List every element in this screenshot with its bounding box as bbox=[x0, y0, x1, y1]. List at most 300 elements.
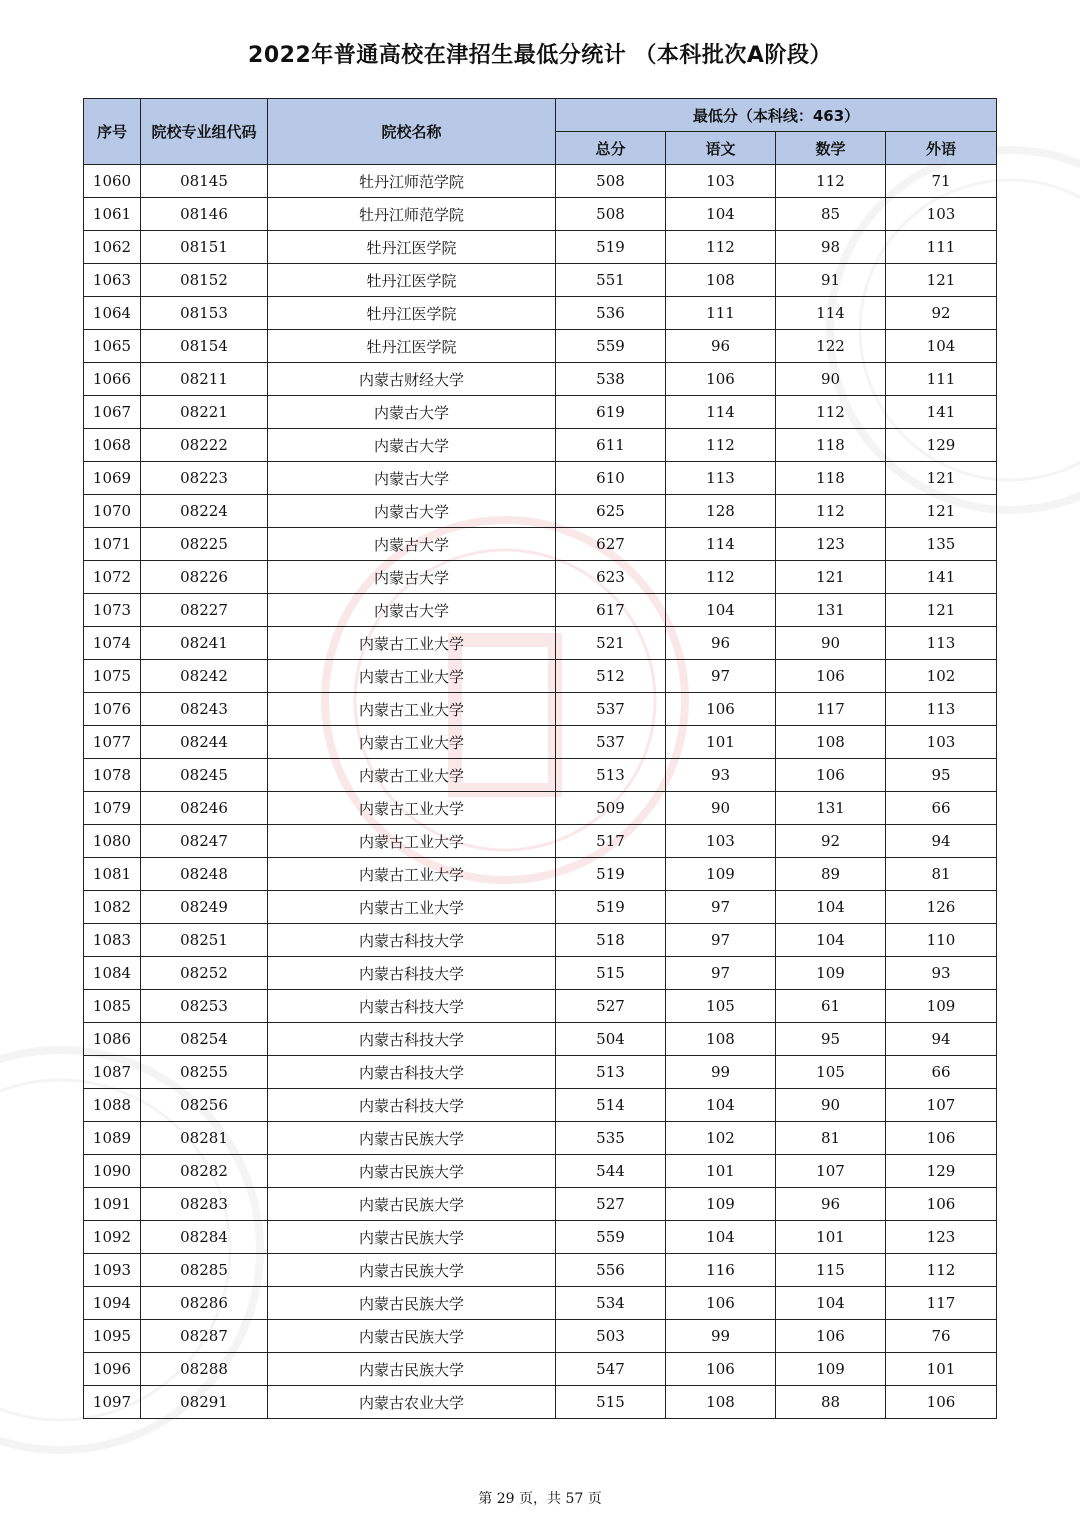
cell-chinese: 114 bbox=[666, 396, 776, 429]
cell-group-code: 08245 bbox=[141, 759, 268, 792]
cell-school-name: 内蒙古科技大学 bbox=[268, 1056, 556, 1089]
table-row bbox=[84, 792, 997, 825]
cell-school-name: 内蒙古科技大学 bbox=[268, 924, 556, 957]
cell-group-code: 08223 bbox=[141, 462, 268, 495]
cell-math: 115 bbox=[776, 1254, 886, 1287]
cell-math: 101 bbox=[776, 1221, 886, 1254]
cell-foreign: 126 bbox=[886, 891, 997, 924]
cell-math: 106 bbox=[776, 1320, 886, 1353]
cell-group-code: 08249 bbox=[141, 891, 268, 924]
cell-school-name: 内蒙古科技大学 bbox=[268, 957, 556, 990]
cell-school-name: 内蒙古工业大学 bbox=[268, 627, 556, 660]
cell-group-code: 08151 bbox=[141, 231, 268, 264]
cell-seq: 1062 bbox=[84, 231, 141, 264]
cell-total: 527 bbox=[556, 990, 666, 1023]
cell-school-name: 内蒙古工业大学 bbox=[268, 858, 556, 891]
cell-chinese: 104 bbox=[666, 198, 776, 231]
page-footer: 第 29 页，共 57 页 bbox=[478, 1491, 602, 1507]
cell-seq: 1094 bbox=[84, 1287, 141, 1320]
cell-seq: 1093 bbox=[84, 1254, 141, 1287]
cell-foreign: 121 bbox=[886, 264, 997, 297]
cell-foreign: 109 bbox=[886, 990, 997, 1023]
cell-foreign: 106 bbox=[886, 1386, 997, 1419]
cell-chinese: 113 bbox=[666, 462, 776, 495]
cell-school-name: 内蒙古工业大学 bbox=[268, 693, 556, 726]
cell-group-code: 08227 bbox=[141, 594, 268, 627]
cell-foreign: 95 bbox=[886, 759, 997, 792]
cell-math: 105 bbox=[776, 1056, 886, 1089]
cell-chinese: 112 bbox=[666, 231, 776, 264]
cell-seq: 1074 bbox=[84, 627, 141, 660]
cell-seq: 1089 bbox=[84, 1122, 141, 1155]
cell-total: 537 bbox=[556, 726, 666, 759]
cell-chinese: 93 bbox=[666, 759, 776, 792]
cell-total: 527 bbox=[556, 1188, 666, 1221]
cell-group-code: 08253 bbox=[141, 990, 268, 1023]
cell-total: 547 bbox=[556, 1353, 666, 1386]
cell-seq: 1060 bbox=[84, 165, 141, 198]
cell-school-name: 内蒙古科技大学 bbox=[268, 990, 556, 1023]
cell-foreign: 123 bbox=[886, 1221, 997, 1254]
header-seq: 序号 bbox=[84, 99, 141, 165]
cell-total: 512 bbox=[556, 660, 666, 693]
cell-school-name: 内蒙古大学 bbox=[268, 396, 556, 429]
cell-school-name: 内蒙古科技大学 bbox=[268, 1089, 556, 1122]
table-row bbox=[84, 495, 997, 528]
cell-chinese: 104 bbox=[666, 594, 776, 627]
cell-seq: 1086 bbox=[84, 1023, 141, 1056]
cell-group-code: 08226 bbox=[141, 561, 268, 594]
table-row bbox=[84, 726, 997, 759]
cell-foreign: 106 bbox=[886, 1122, 997, 1155]
table-row bbox=[84, 924, 997, 957]
cell-total: 611 bbox=[556, 429, 666, 462]
cell-math: 118 bbox=[776, 429, 886, 462]
table-row bbox=[84, 528, 997, 561]
cell-total: 534 bbox=[556, 1287, 666, 1320]
table-row bbox=[84, 660, 997, 693]
cell-seq: 1078 bbox=[84, 759, 141, 792]
cell-math: 123 bbox=[776, 528, 886, 561]
cell-group-code: 08247 bbox=[141, 825, 268, 858]
cell-total: 515 bbox=[556, 957, 666, 990]
header-chinese: 语文 bbox=[666, 132, 776, 165]
cell-total: 513 bbox=[556, 759, 666, 792]
cell-total: 515 bbox=[556, 1386, 666, 1419]
cell-math: 61 bbox=[776, 990, 886, 1023]
cell-seq: 1069 bbox=[84, 462, 141, 495]
cell-seq: 1092 bbox=[84, 1221, 141, 1254]
cell-total: 509 bbox=[556, 792, 666, 825]
cell-chinese: 114 bbox=[666, 528, 776, 561]
cell-chinese: 104 bbox=[666, 1089, 776, 1122]
cell-total: 517 bbox=[556, 825, 666, 858]
cell-total: 504 bbox=[556, 1023, 666, 1056]
cell-total: 627 bbox=[556, 528, 666, 561]
cell-school-name: 牡丹江医学院 bbox=[268, 297, 556, 330]
cell-seq: 1096 bbox=[84, 1353, 141, 1386]
table-row bbox=[84, 1188, 997, 1221]
table-row bbox=[84, 297, 997, 330]
cell-foreign: 103 bbox=[886, 198, 997, 231]
cell-group-code: 08242 bbox=[141, 660, 268, 693]
table-row bbox=[84, 462, 997, 495]
cell-foreign: 92 bbox=[886, 297, 997, 330]
cell-seq: 1095 bbox=[84, 1320, 141, 1353]
cell-school-name: 内蒙古大学 bbox=[268, 561, 556, 594]
cell-total: 519 bbox=[556, 858, 666, 891]
page-title: 2022年普通高校在津招生最低分统计 （本科批次A阶段） bbox=[248, 43, 832, 68]
cell-group-code: 08241 bbox=[141, 627, 268, 660]
cell-school-name: 内蒙古民族大学 bbox=[268, 1353, 556, 1386]
cell-school-name: 内蒙古大学 bbox=[268, 594, 556, 627]
cell-total: 617 bbox=[556, 594, 666, 627]
cell-chinese: 103 bbox=[666, 165, 776, 198]
cell-chinese: 90 bbox=[666, 792, 776, 825]
cell-total: 623 bbox=[556, 561, 666, 594]
cell-chinese: 104 bbox=[666, 1221, 776, 1254]
table-row bbox=[84, 330, 997, 363]
cell-seq: 1077 bbox=[84, 726, 141, 759]
cell-math: 90 bbox=[776, 1089, 886, 1122]
cell-chinese: 111 bbox=[666, 297, 776, 330]
table-row bbox=[84, 396, 997, 429]
cell-school-name: 内蒙古工业大学 bbox=[268, 891, 556, 924]
cell-chinese: 109 bbox=[666, 1188, 776, 1221]
cell-math: 112 bbox=[776, 495, 886, 528]
cell-total: 619 bbox=[556, 396, 666, 429]
cell-foreign: 129 bbox=[886, 1155, 997, 1188]
cell-math: 112 bbox=[776, 396, 886, 429]
cell-chinese: 112 bbox=[666, 561, 776, 594]
cell-seq: 1076 bbox=[84, 693, 141, 726]
cell-seq: 1097 bbox=[84, 1386, 141, 1419]
cell-seq: 1087 bbox=[84, 1056, 141, 1089]
cell-group-code: 08285 bbox=[141, 1254, 268, 1287]
cell-foreign: 121 bbox=[886, 462, 997, 495]
table-row bbox=[84, 1221, 997, 1254]
cell-school-name: 内蒙古科技大学 bbox=[268, 1023, 556, 1056]
cell-total: 625 bbox=[556, 495, 666, 528]
cell-group-code: 08224 bbox=[141, 495, 268, 528]
cell-chinese: 106 bbox=[666, 1287, 776, 1320]
cell-total: 544 bbox=[556, 1155, 666, 1188]
cell-total: 503 bbox=[556, 1320, 666, 1353]
cell-school-name: 内蒙古民族大学 bbox=[268, 1122, 556, 1155]
header-math: 数学 bbox=[776, 132, 886, 165]
cell-math: 117 bbox=[776, 693, 886, 726]
cell-seq: 1079 bbox=[84, 792, 141, 825]
cell-math: 95 bbox=[776, 1023, 886, 1056]
cell-school-name: 内蒙古民族大学 bbox=[268, 1320, 556, 1353]
table-row bbox=[84, 429, 997, 462]
cell-chinese: 108 bbox=[666, 264, 776, 297]
cell-foreign: 94 bbox=[886, 825, 997, 858]
cell-seq: 1073 bbox=[84, 594, 141, 627]
cell-math: 96 bbox=[776, 1188, 886, 1221]
table-row bbox=[84, 198, 997, 231]
cell-math: 104 bbox=[776, 1287, 886, 1320]
cell-school-name: 内蒙古民族大学 bbox=[268, 1221, 556, 1254]
cell-school-name: 内蒙古工业大学 bbox=[268, 825, 556, 858]
cell-chinese: 99 bbox=[666, 1056, 776, 1089]
table-row bbox=[84, 825, 997, 858]
cell-school-name: 内蒙古工业大学 bbox=[268, 726, 556, 759]
cell-seq: 1081 bbox=[84, 858, 141, 891]
cell-total: 519 bbox=[556, 891, 666, 924]
table-row bbox=[84, 231, 997, 264]
cell-chinese: 101 bbox=[666, 726, 776, 759]
cell-chinese: 112 bbox=[666, 429, 776, 462]
cell-math: 121 bbox=[776, 561, 886, 594]
cell-seq: 1084 bbox=[84, 957, 141, 990]
cell-group-code: 08152 bbox=[141, 264, 268, 297]
cell-chinese: 97 bbox=[666, 891, 776, 924]
cell-group-code: 08256 bbox=[141, 1089, 268, 1122]
cell-total: 508 bbox=[556, 165, 666, 198]
cell-total: 521 bbox=[556, 627, 666, 660]
cell-chinese: 109 bbox=[666, 858, 776, 891]
cell-school-name: 内蒙古民族大学 bbox=[268, 1188, 556, 1221]
cell-total: 537 bbox=[556, 693, 666, 726]
table-body bbox=[84, 165, 997, 1419]
cell-math: 106 bbox=[776, 660, 886, 693]
cell-foreign: 113 bbox=[886, 693, 997, 726]
cell-chinese: 106 bbox=[666, 363, 776, 396]
cell-foreign: 129 bbox=[886, 429, 997, 462]
cell-chinese: 97 bbox=[666, 660, 776, 693]
cell-total: 518 bbox=[556, 924, 666, 957]
cell-school-name: 牡丹江医学院 bbox=[268, 264, 556, 297]
cell-group-code: 08291 bbox=[141, 1386, 268, 1419]
cell-foreign: 66 bbox=[886, 1056, 997, 1089]
cell-chinese: 96 bbox=[666, 330, 776, 363]
cell-school-name: 内蒙古民族大学 bbox=[268, 1254, 556, 1287]
cell-total: 551 bbox=[556, 264, 666, 297]
cell-foreign: 111 bbox=[886, 363, 997, 396]
table-row bbox=[84, 858, 997, 891]
table-row bbox=[84, 264, 997, 297]
cell-seq: 1070 bbox=[84, 495, 141, 528]
header-group-code: 院校专业组代码 bbox=[141, 99, 268, 165]
cell-chinese: 101 bbox=[666, 1155, 776, 1188]
cell-math: 85 bbox=[776, 198, 886, 231]
cell-group-code: 08283 bbox=[141, 1188, 268, 1221]
cell-total: 508 bbox=[556, 198, 666, 231]
cell-math: 104 bbox=[776, 891, 886, 924]
cell-seq: 1071 bbox=[84, 528, 141, 561]
cell-seq: 1072 bbox=[84, 561, 141, 594]
cell-group-code: 08244 bbox=[141, 726, 268, 759]
cell-group-code: 08153 bbox=[141, 297, 268, 330]
cell-seq: 1066 bbox=[84, 363, 141, 396]
cell-group-code: 08221 bbox=[141, 396, 268, 429]
cell-group-code: 08287 bbox=[141, 1320, 268, 1353]
table-row bbox=[84, 957, 997, 990]
cell-group-code: 08284 bbox=[141, 1221, 268, 1254]
cell-math: 107 bbox=[776, 1155, 886, 1188]
cell-foreign: 107 bbox=[886, 1089, 997, 1122]
cell-foreign: 71 bbox=[886, 165, 997, 198]
cell-seq: 1068 bbox=[84, 429, 141, 462]
cell-group-code: 08248 bbox=[141, 858, 268, 891]
cell-school-name: 内蒙古民族大学 bbox=[268, 1155, 556, 1188]
table-row bbox=[84, 990, 997, 1023]
cell-seq: 1067 bbox=[84, 396, 141, 429]
table-row bbox=[84, 1287, 997, 1320]
score-table bbox=[83, 98, 997, 1419]
cell-math: 118 bbox=[776, 462, 886, 495]
table-row bbox=[84, 561, 997, 594]
cell-math: 91 bbox=[776, 264, 886, 297]
cell-seq: 1075 bbox=[84, 660, 141, 693]
cell-foreign: 103 bbox=[886, 726, 997, 759]
cell-chinese: 102 bbox=[666, 1122, 776, 1155]
cell-foreign: 111 bbox=[886, 231, 997, 264]
cell-group-code: 08246 bbox=[141, 792, 268, 825]
cell-math: 131 bbox=[776, 792, 886, 825]
table-row bbox=[84, 759, 997, 792]
cell-school-name: 内蒙古工业大学 bbox=[268, 759, 556, 792]
cell-foreign: 112 bbox=[886, 1254, 997, 1287]
cell-seq: 1085 bbox=[84, 990, 141, 1023]
table-row bbox=[84, 1353, 997, 1386]
cell-math: 122 bbox=[776, 330, 886, 363]
cell-foreign: 106 bbox=[886, 1188, 997, 1221]
cell-group-code: 08252 bbox=[141, 957, 268, 990]
cell-foreign: 101 bbox=[886, 1353, 997, 1386]
cell-seq: 1083 bbox=[84, 924, 141, 957]
cell-chinese: 99 bbox=[666, 1320, 776, 1353]
cell-group-code: 08281 bbox=[141, 1122, 268, 1155]
cell-chinese: 103 bbox=[666, 825, 776, 858]
cell-foreign: 121 bbox=[886, 594, 997, 627]
table-row bbox=[84, 1122, 997, 1155]
cell-group-code: 08145 bbox=[141, 165, 268, 198]
cell-school-name: 内蒙古大学 bbox=[268, 462, 556, 495]
cell-math: 92 bbox=[776, 825, 886, 858]
table-row bbox=[84, 1320, 997, 1353]
cell-group-code: 08225 bbox=[141, 528, 268, 561]
cell-school-name: 牡丹江师范学院 bbox=[268, 165, 556, 198]
cell-total: 514 bbox=[556, 1089, 666, 1122]
cell-foreign: 117 bbox=[886, 1287, 997, 1320]
cell-school-name: 内蒙古大学 bbox=[268, 495, 556, 528]
cell-foreign: 81 bbox=[886, 858, 997, 891]
cell-group-code: 08251 bbox=[141, 924, 268, 957]
table-row bbox=[84, 1254, 997, 1287]
header-total: 总分 bbox=[556, 132, 666, 165]
cell-seq: 1090 bbox=[84, 1155, 141, 1188]
cell-seq: 1080 bbox=[84, 825, 141, 858]
table-row bbox=[84, 1386, 997, 1419]
cell-school-name: 牡丹江师范学院 bbox=[268, 198, 556, 231]
table-row bbox=[84, 165, 997, 198]
cell-total: 538 bbox=[556, 363, 666, 396]
cell-school-name: 牡丹江医学院 bbox=[268, 231, 556, 264]
cell-foreign: 135 bbox=[886, 528, 997, 561]
cell-total: 559 bbox=[556, 1221, 666, 1254]
cell-math: 109 bbox=[776, 957, 886, 990]
table-row bbox=[84, 363, 997, 396]
cell-chinese: 108 bbox=[666, 1023, 776, 1056]
header-foreign: 外语 bbox=[886, 132, 997, 165]
table-row bbox=[84, 594, 997, 627]
cell-total: 513 bbox=[556, 1056, 666, 1089]
cell-total: 519 bbox=[556, 231, 666, 264]
cell-chinese: 105 bbox=[666, 990, 776, 1023]
cell-math: 108 bbox=[776, 726, 886, 759]
cell-foreign: 93 bbox=[886, 957, 997, 990]
cell-total: 535 bbox=[556, 1122, 666, 1155]
cell-school-name: 内蒙古农业大学 bbox=[268, 1386, 556, 1419]
cell-foreign: 102 bbox=[886, 660, 997, 693]
cell-chinese: 97 bbox=[666, 957, 776, 990]
cell-math: 114 bbox=[776, 297, 886, 330]
cell-math: 90 bbox=[776, 627, 886, 660]
cell-total: 536 bbox=[556, 297, 666, 330]
cell-seq: 1065 bbox=[84, 330, 141, 363]
cell-school-name: 内蒙古工业大学 bbox=[268, 660, 556, 693]
cell-math: 88 bbox=[776, 1386, 886, 1419]
table-row bbox=[84, 1089, 997, 1122]
cell-foreign: 66 bbox=[886, 792, 997, 825]
cell-foreign: 121 bbox=[886, 495, 997, 528]
cell-group-code: 08282 bbox=[141, 1155, 268, 1188]
cell-group-code: 08243 bbox=[141, 693, 268, 726]
cell-math: 112 bbox=[776, 165, 886, 198]
cell-group-code: 08286 bbox=[141, 1287, 268, 1320]
cell-total: 559 bbox=[556, 330, 666, 363]
cell-math: 90 bbox=[776, 363, 886, 396]
cell-school-name: 内蒙古工业大学 bbox=[268, 792, 556, 825]
cell-group-code: 08211 bbox=[141, 363, 268, 396]
table-row bbox=[84, 627, 997, 660]
header-min-score: 最低分（本科线：463） bbox=[556, 99, 997, 132]
cell-chinese: 97 bbox=[666, 924, 776, 957]
cell-school-name: 内蒙古民族大学 bbox=[268, 1287, 556, 1320]
table-row bbox=[84, 1023, 997, 1056]
header-school-name: 院校名称 bbox=[268, 99, 556, 165]
cell-chinese: 106 bbox=[666, 1353, 776, 1386]
cell-seq: 1061 bbox=[84, 198, 141, 231]
cell-seq: 1091 bbox=[84, 1188, 141, 1221]
cell-seq: 1063 bbox=[84, 264, 141, 297]
cell-foreign: 104 bbox=[886, 330, 997, 363]
cell-chinese: 96 bbox=[666, 627, 776, 660]
cell-math: 104 bbox=[776, 924, 886, 957]
cell-total: 610 bbox=[556, 462, 666, 495]
cell-math: 89 bbox=[776, 858, 886, 891]
cell-math: 106 bbox=[776, 759, 886, 792]
table-row bbox=[84, 1056, 997, 1089]
cell-group-code: 08288 bbox=[141, 1353, 268, 1386]
table-row bbox=[84, 891, 997, 924]
cell-foreign: 94 bbox=[886, 1023, 997, 1056]
cell-school-name: 内蒙古大学 bbox=[268, 429, 556, 462]
table-row bbox=[84, 693, 997, 726]
cell-chinese: 128 bbox=[666, 495, 776, 528]
cell-math: 98 bbox=[776, 231, 886, 264]
cell-school-name: 牡丹江医学院 bbox=[268, 330, 556, 363]
cell-foreign: 141 bbox=[886, 396, 997, 429]
cell-chinese: 116 bbox=[666, 1254, 776, 1287]
cell-total: 556 bbox=[556, 1254, 666, 1287]
cell-seq: 1064 bbox=[84, 297, 141, 330]
cell-school-name: 内蒙古大学 bbox=[268, 528, 556, 561]
cell-group-code: 08146 bbox=[141, 198, 268, 231]
cell-group-code: 08255 bbox=[141, 1056, 268, 1089]
